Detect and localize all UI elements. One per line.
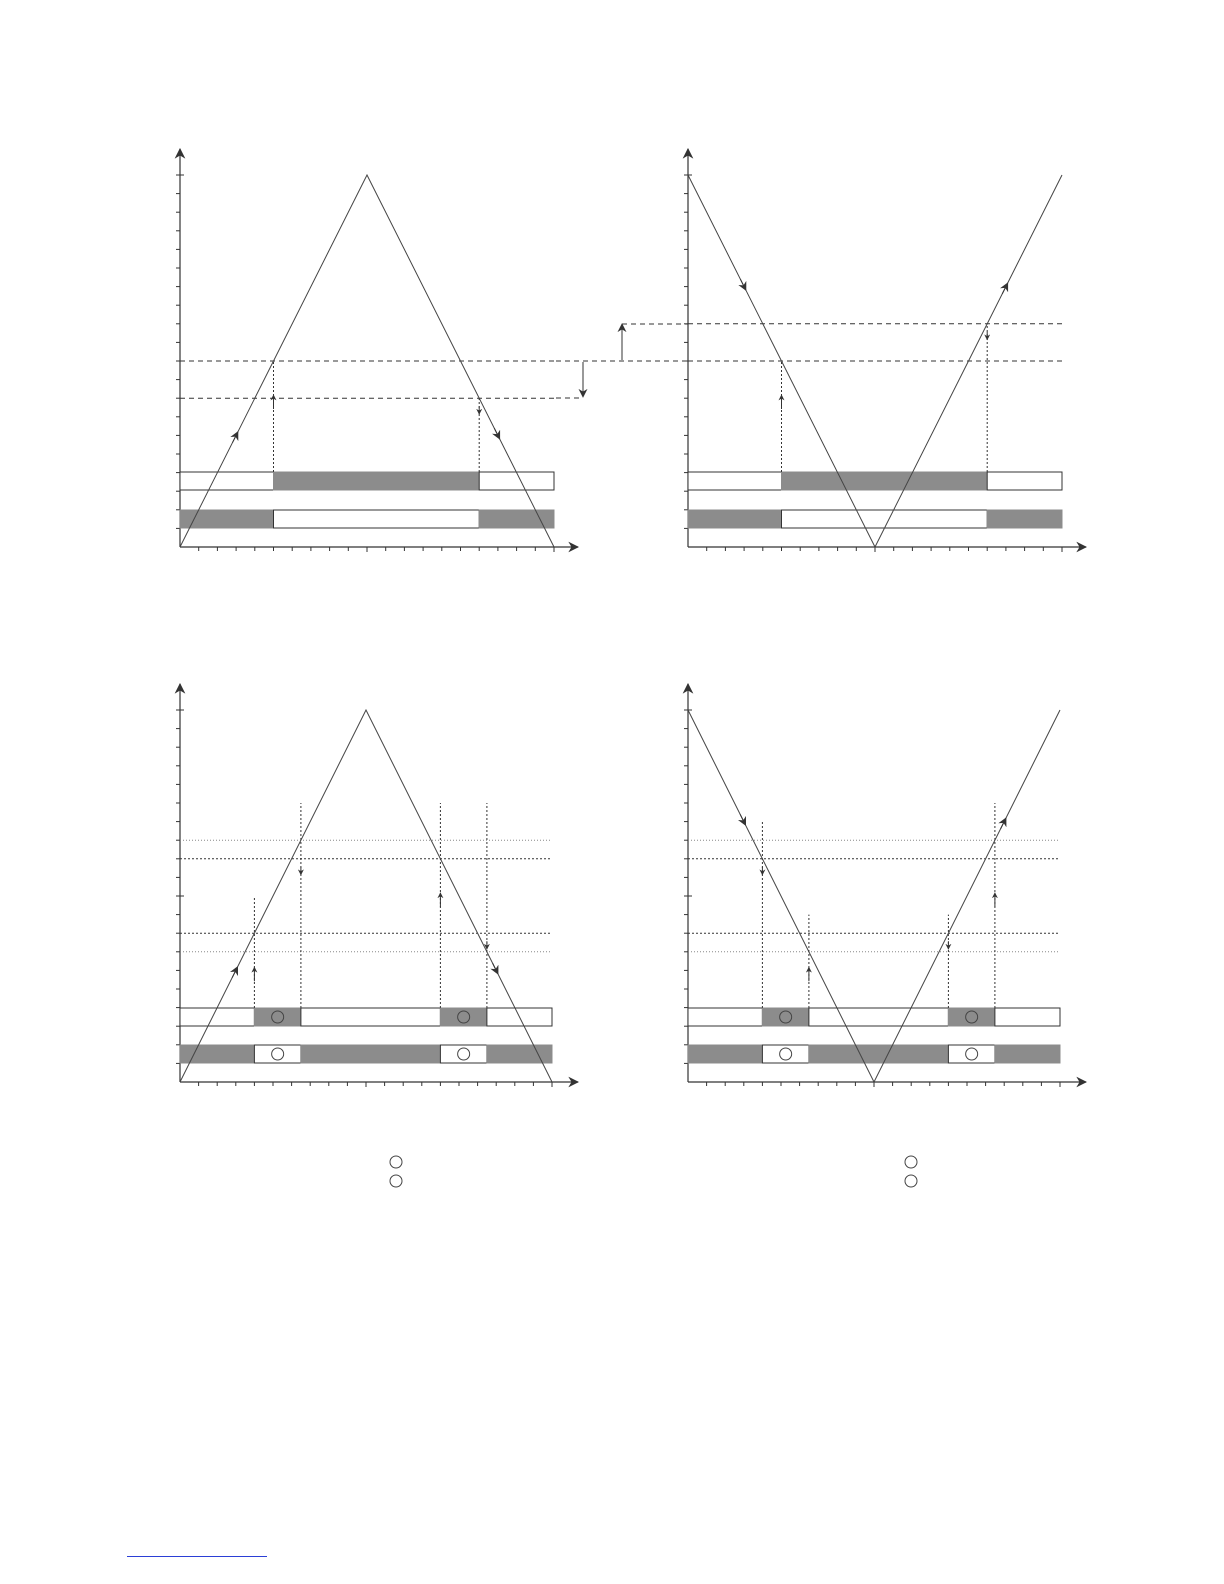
bar-segment-filled [688,510,782,528]
curve-direction-arrow [494,428,499,439]
curve-direction-arrow [741,279,746,290]
curve-direction-arrow [740,814,745,825]
bar-segment-empty [180,1008,254,1026]
legend-left [390,1156,402,1187]
curve-direction-arrow [1002,283,1007,294]
bar-segment-filled [301,1045,441,1063]
bar-segment-filled [274,472,480,490]
panel-top-left [176,149,578,552]
bar-segment-empty [987,472,1062,490]
bar-segment-filled [809,1045,949,1063]
legend-marker-circle [905,1175,917,1187]
bar-segment-empty [782,510,988,528]
footer-link-underline[interactable] [127,1556,267,1557]
panel-bottom-right [684,684,1086,1087]
panel-bottom-left [176,684,578,1087]
bar-segment-filled [987,510,1062,528]
legend-marker-circle [390,1156,402,1168]
bar-segment-empty [995,1008,1060,1026]
legend-marker-circle [390,1175,402,1187]
bar-segment-empty [180,472,274,490]
bar-segment-filled [782,472,988,490]
bar-segment-empty [809,1008,949,1026]
bar-segment-empty [479,472,554,490]
bar-segment-empty [688,1008,762,1026]
bar-segment-filled [995,1045,1060,1063]
bar-segment-empty [688,472,782,490]
curve-direction-arrow [1001,818,1006,829]
bar-segment-filled [688,1045,762,1063]
bar-segment-empty [301,1008,441,1026]
curve-direction-arrow [233,432,238,443]
curve-direction-arrow [493,963,498,974]
panel-top-right [684,149,1086,552]
curve-direction-arrow [232,967,237,978]
legend-marker-circle [905,1156,917,1168]
legend-right [905,1156,917,1187]
bar-segment-empty [274,510,480,528]
hysteresis-connectors [556,324,688,398]
bar-segment-filled [487,1045,552,1063]
